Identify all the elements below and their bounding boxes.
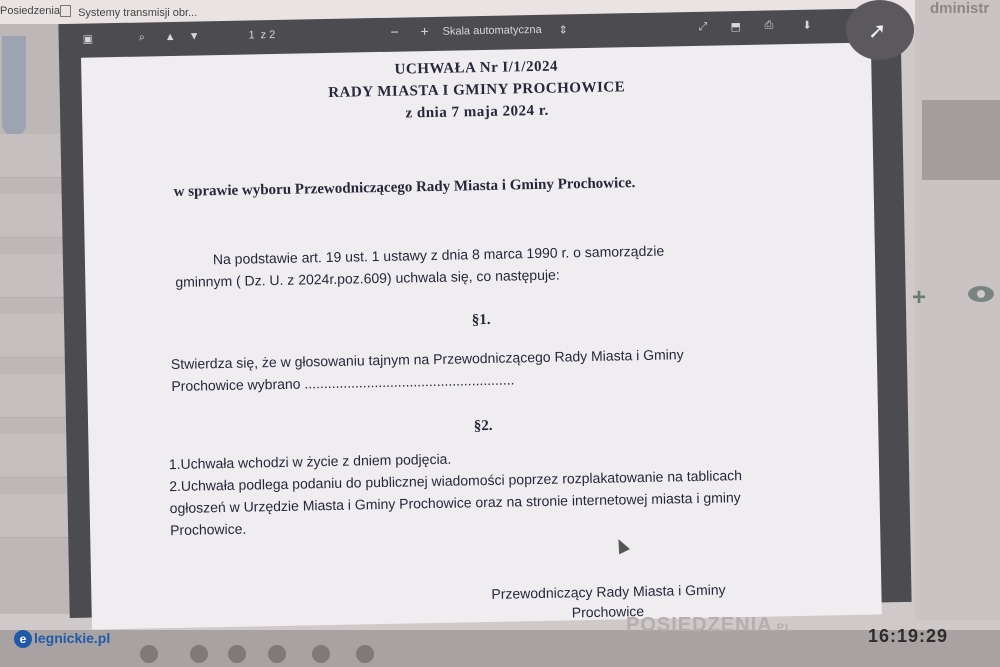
fullscreen-icon[interactable]: ⤢ [698, 20, 708, 33]
background-band [922, 100, 1000, 180]
sidebar-item[interactable] [0, 374, 70, 418]
mouse-cursor-icon [613, 536, 630, 554]
floating-action-button[interactable] [846, 0, 914, 60]
document-icon [60, 5, 71, 17]
sidebar-item[interactable] [0, 434, 70, 478]
browser-icon[interactable] [228, 645, 246, 663]
sidebar-item[interactable] [0, 254, 70, 298]
page-count: z 2 [260, 28, 276, 42]
taskbar-app-icon[interactable] [190, 645, 208, 663]
previous-page-icon[interactable]: ▲ [164, 30, 176, 44]
zoom-select[interactable]: Skala automatyczna [442, 23, 542, 38]
browser-tab-posiedzenia[interactable] [0, 5, 60, 17]
watermark-logo [14, 630, 110, 656]
background-right-panel [915, 0, 1000, 620]
download-icon[interactable]: ⬇ [802, 19, 812, 32]
document-title-council: RADY MIASTA I GMINY PROCHOWICE [328, 79, 626, 101]
zoom-dropdown-icon[interactable]: ⇕ [558, 24, 568, 37]
brand-text: POSIEDZENIA [626, 614, 773, 636]
plus-icon[interactable]: + [912, 284, 927, 311]
next-page-icon[interactable]: ▼ [188, 30, 200, 43]
legal-basis-line: Na podstawie art. 19 ust. 1 ustawy z dnia 8 marca 1990 r. o samorządzie [212, 242, 665, 268]
taskbar-app-icon[interactable] [312, 645, 330, 663]
signature-place: Prochowice [571, 603, 645, 621]
pdf-viewer [58, 8, 911, 621]
zoom-out-button[interactable]: − [390, 23, 399, 40]
section-2-item: 1.Uchwała wchodzi w życie z dniem podjęcia. [168, 450, 452, 473]
brand-suffix: .PL [772, 622, 793, 634]
brand-logo [626, 614, 793, 637]
section-2-item: Prochowice. [169, 520, 247, 539]
pdf-page [81, 43, 882, 630]
watermark-text: legnickie.pl [34, 630, 111, 646]
taskbar-app-icon[interactable] [140, 645, 158, 663]
open-file-icon[interactable]: ⬒ [730, 21, 742, 34]
document-title-number: UCHWAŁA Nr I/1/2024 [394, 58, 559, 78]
section-2-item: ogłoszeń w Urzędzie Miasta i Gminy Prochowice oraz na stronie internetowej miasta i gminy [169, 489, 741, 517]
taskbar-app-icon[interactable] [268, 645, 286, 663]
sidebar-toggle-icon[interactable]: ▣ [82, 33, 94, 46]
sidebar-item[interactable] [0, 134, 70, 178]
section-1-text: Prochowice wybrano ...................................................... [171, 371, 515, 395]
browser-tab-systemy[interactable] [60, 5, 197, 19]
taskbar-app-icon[interactable] [356, 645, 374, 663]
broadcast-clock: 16:19:29 [868, 626, 949, 646]
document-title-date: z dnia 7 maja 2024 r. [405, 102, 549, 122]
sidebar-item[interactable] [0, 194, 70, 238]
section-2-item: 2.Uchwała podlega podaniu do publicznej wiadomości poprzez rozplakatowanie na tablicach [169, 467, 743, 495]
legnickie-logo-icon: e [14, 630, 32, 648]
legal-basis-line: gminnym ( Dz. U. z 2024r.poz.609) uchwala się, co następuje: [175, 266, 560, 290]
section-2-header: §2. [473, 417, 493, 435]
arrow-icon: ➚ [868, 18, 887, 43]
crest-logo [2, 36, 26, 136]
section-1-header: §1. [471, 311, 491, 329]
sidebar-item[interactable] [0, 494, 70, 538]
document-subject: w sprawie wyboru Przewodniczącego Rady Miasta i Gminy Prochowice. [173, 175, 636, 200]
section-1-text: Stwierdza się, że w głosowaniu tajnym na Przewodniczącego Rady Miasta i Gminy [170, 346, 684, 373]
zoom-in-button[interactable]: + [420, 23, 429, 40]
search-icon[interactable]: ⌕ [138, 31, 145, 44]
page-number-input[interactable]: 1 [248, 29, 255, 42]
signature-title: Przewodniczący Rady Miasta i Gminy [491, 581, 726, 602]
tab-label: Posiedzenia [0, 5, 60, 17]
eye-icon[interactable] [968, 286, 994, 302]
tab-label: Systemy transmisji obr... [78, 7, 198, 19]
sidebar-item[interactable] [0, 314, 70, 358]
admin-header: dministr [930, 0, 990, 17]
print-icon[interactable]: ⎙ [764, 19, 774, 32]
